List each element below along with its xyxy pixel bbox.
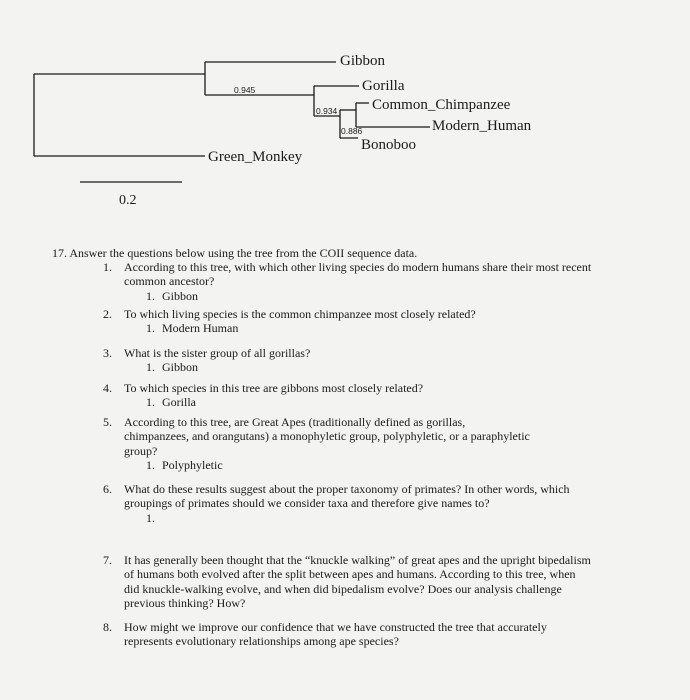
question-number: 6. (103, 482, 112, 496)
answer-number: 1. (146, 510, 155, 525)
scale-bar-label: 0.2 (119, 193, 137, 208)
question-item (103, 620, 593, 649)
question-number: 5. (103, 415, 112, 429)
bootstrap-value: 0.945 (234, 85, 256, 95)
question-number: 7. (103, 553, 112, 567)
question-number: 1. (103, 260, 112, 274)
question-item (103, 346, 603, 375)
answer-number: 1. (146, 457, 155, 472)
answer-line (146, 321, 603, 335)
taxon-common-chimpanzee: Common_Chimpanzee (372, 97, 511, 113)
question-text: How might we improve our confidence that we have constructed the tree that accurately represents evolutionary relationships among ape species? (124, 620, 547, 649)
answer-line (146, 511, 590, 525)
answer-line (146, 289, 603, 303)
answer-line (146, 360, 603, 374)
answer-number: 1. (146, 288, 155, 303)
answer-number: 1. (146, 395, 155, 410)
question-item (103, 482, 590, 525)
question-number: 8. (103, 620, 112, 634)
bootstrap-value: 0.934 (316, 106, 338, 116)
question-17-header: 17. Answer the questions below using the tree from the COII sequence data. (52, 246, 418, 260)
question-item (103, 260, 603, 303)
taxon-bonobo: Bonoboo (361, 137, 417, 153)
phylogenetic-tree (0, 0, 690, 200)
question-text: It has generally been thought that the “knuckle walking” of great apes and the upright bipedalism of humans both evolved after the split between apes and humans. According to this tree, when did knuckle-walking evolve, and when did bipedalism evolve? Does our analysis challenge previous thinking? How? (124, 553, 591, 610)
question-text: According to this tree, with which other living species do modern humans share their most recent common ancestor? (124, 260, 592, 289)
question-text: To which species in this tree are gibbons most closely related? (124, 381, 424, 395)
answer-text: Gorilla (162, 395, 196, 410)
answer-text: Modern Human (162, 321, 239, 336)
question-number: 4. (103, 381, 112, 395)
question-item (103, 553, 593, 610)
question-item (103, 381, 603, 410)
question-text: According to this tree, are Great Apes (traditionally defined as gorillas, chimpanzees, and orangutans) a monophyletic group, polyphyletic, or a paraphyletic group? (124, 415, 530, 458)
question-text: What do these results suggest about the proper taxonomy of primates? In other words, which groupings of primates should we consider taxa and therefore give names to? (124, 482, 570, 511)
answer-line (146, 458, 533, 472)
taxon-gorilla: Gorilla (362, 78, 405, 94)
answer-number: 1. (146, 360, 155, 375)
question-text: What is the sister group of all gorillas? (124, 346, 311, 360)
taxon-gibbon: Gibbon (340, 53, 385, 69)
answer-text: Gibbon (162, 360, 198, 375)
question-number: 3. (103, 346, 112, 360)
answer-text: Polyphyletic (162, 457, 223, 472)
answer-text: Gibbon (162, 288, 198, 303)
taxon-green-monkey: Green_Monkey (208, 149, 303, 165)
bootstrap-value: 0.886 (341, 126, 363, 136)
question-item (103, 307, 603, 336)
question-number: 2. (103, 307, 112, 321)
taxon-modern-human: Modern_Human (432, 118, 532, 134)
answer-number: 1. (146, 321, 155, 336)
question-item (103, 415, 533, 472)
question-text: To which living species is the common chimpanzee most closely related? (124, 307, 476, 321)
answer-line (146, 395, 603, 409)
